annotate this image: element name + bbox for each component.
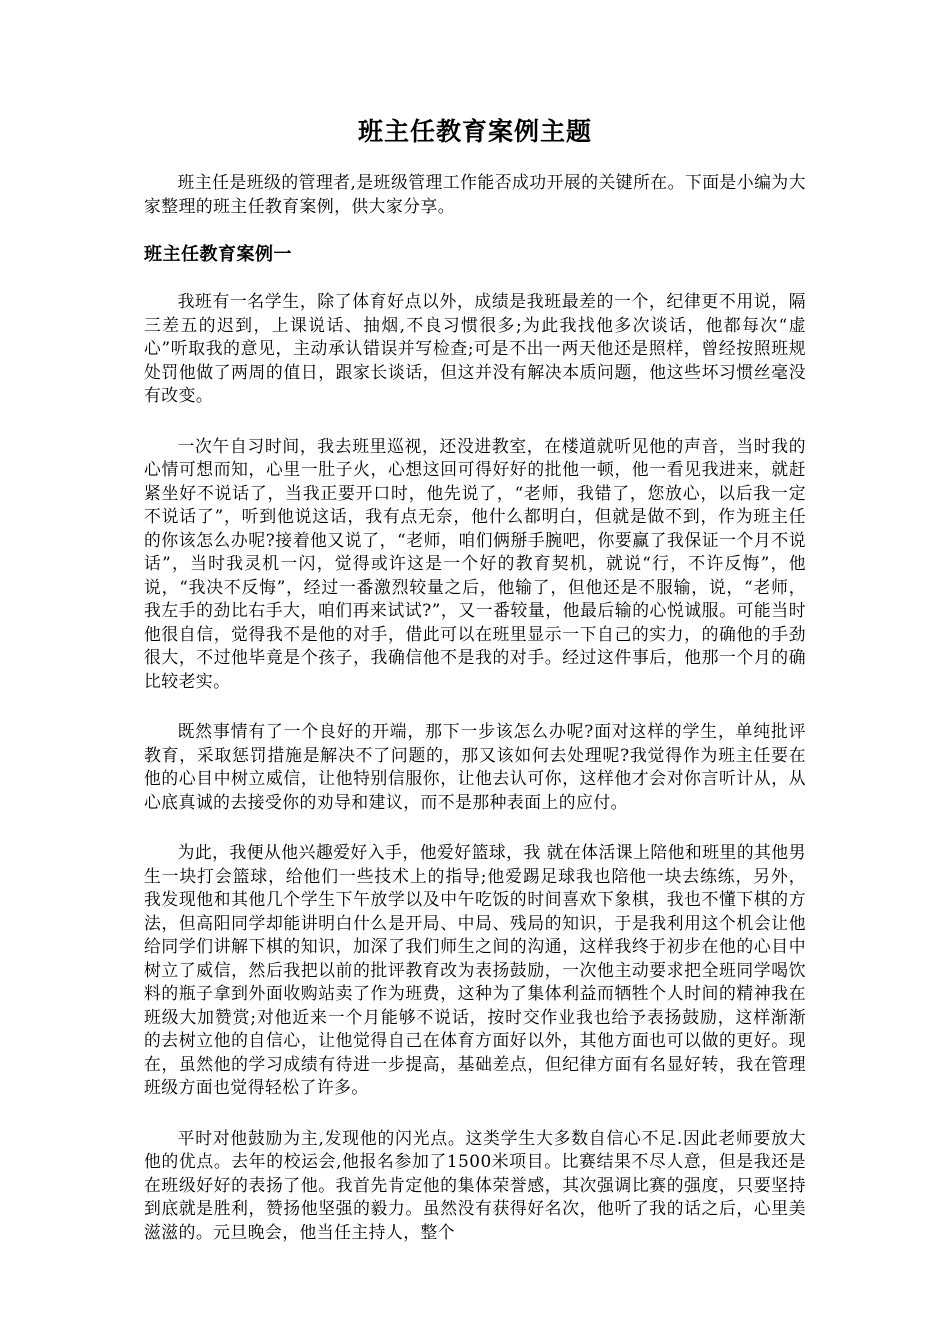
document-title: 班主任教育案例主题 [357, 117, 592, 146]
case-body [144, 290, 806, 1244]
document-page [144, 112, 806, 1244]
section-heading: 班主任教育案例一 [144, 244, 292, 265]
intro-paragraph: 班主任是班级的管理者,是班级管理工作能否成功开展的关键所在。下面是小编为大家整理的班主任教育案例，供大家分享。 [144, 172, 806, 216]
body-paragraph: 既然事情有了一个良好的开端，那下一步该怎么办呢?面对这样的学生，单纯批评教育，采取惩罚措施是解决不了问题的，那又该如何去处理呢?我觉得作为班主任要在他的心目中树立威信，让他特别信服你，让他去认可你，这样他才会对你言听计从，从心底真诚的去接受你的劝导和建议，而不是那种表面上的应付。 [144, 721, 806, 812]
body-paragraph: 一次午自习时间，我去班里巡视，还没进教室，在楼道就听见他的声音，当时我的心情可想而知，心里一肚子火，心想这回可得好好的批他一顿，他一看见我进来，就赶紧坐好不说话了，当我正要开口时，他先说了，“老师，我错了，您放心，以后我一定不说话了”，听到他说这话，我有点无奈，他什么都明白，但就是做不到，作为班主任的你该怎么办呢?接着他又说了，“老师，咱们俩掰手腕吧，你要赢了我保证一个月不说话”，当时我灵机一闪，觉得或许这是一个好的教育契机，就说“行，不许反悔”，他说，“我决不反悔”，经过一番激烈较量之后，他输了，但他还是不服输，说，“老师，我左手的劲比右手大，咱们再来试试?”，又一番较量，他最后输的心悦诚服。可能当时他很自信，觉得我不是他的对手，借此可以在班里显示一下自己的实力，的确他的手劲很大，不过他毕竟是个孩子，我确信他不是我的对手。经过这件事后，他那一个月的确比较老实。 [144, 435, 806, 691]
body-paragraph: 平时对他鼓励为主,发现他的闪光点。这类学生大多数自信心不足.因此老师要放大他的优点。去年的校运会,他报名参加了1500米项目。比赛结果不尽人意，但是我还是在班级好好的表扬了他。我首先肯定他的集体荣誉感，其次强调比赛的强度，只要坚持到底就是胜利，赞扬他坚强的毅力。虽然没有获得好名次，他听了我的话之后，心里美滋滋的。元旦晚会，他当任主持人，整个 [144, 1127, 806, 1242]
body-paragraph: 为此，我便从他兴趣爱好入手，他爱好篮球，我 就在体活课上陪他和班里的其他男生一块打会篮球，给他们一些技术上的指导;他爱踢足球我也陪他一块去练练，另外，我发现他和其他几个学生下午放学以及中午吃饭的时间喜欢下象棋，我也不懂下棋的方法，但高阳同学却能讲明白什么是开局、中局、残局的知识，于是我利用这个机会让他给同学们讲解下棋的知识，加深了我们师生之间的沟通，这样我终于初步在他的心目中树立了威信，然后我把以前的批评教育改为表扬鼓励，一次他主动要求把全班同学喝饮料的瓶子拿到外面收购站卖了作为班费，这种为了集体利益而牺牲个人时间的精神我在班级大加赞赏;对他近来一个月能够不说话，按时交作业我也给予表扬鼓励，这样渐渐的去树立他的自信心，让他觉得自己在体育方面好以外，其他方面也可以做的更好。现在，虽然他的学习成绩有待进一步提高，基础差点，但纪律方面有名显好转，我在管理班级方面也觉得轻松了许多。 [144, 842, 806, 1097]
body-paragraph: 我班有一名学生，除了体育好点以外，成绩是我班最差的一个，纪律更不用说，隔三差五的迟到，上课说话、抽烟,不良习惯很多;为此我找他多次谈话，他都每次“虚心”听取我的意见，主动承认错误并写检查;可是不出一两天他还是照样，曾经按照班规处罚他做了两周的值日，跟家长谈话，但这并没有解决本质问题，他这些坏习惯丝毫没有改变。 [144, 291, 806, 405]
